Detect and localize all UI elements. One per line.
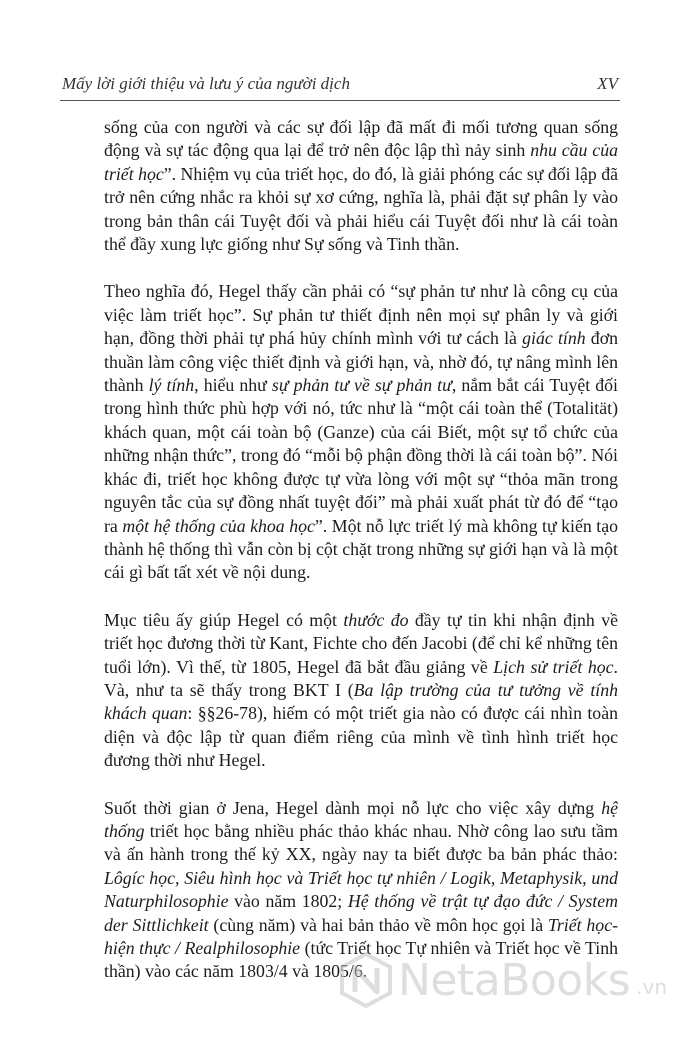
running-header — [62, 74, 618, 94]
italic-text-run: Hệ thống về trật tự đạo đức / System der Sittlichkeit — [104, 891, 618, 935]
watermark — [340, 952, 667, 1008]
italic-text-run: Ba lập trường của tư tưởng về tính khách quan — [104, 679, 618, 724]
italic-text-run: Lịch sử triết học — [493, 656, 614, 677]
italic-text-run: nhu cầu của triết học — [104, 140, 618, 184]
text-run: đơn thuần làm công việc thiết định và giới hạn, và, nhờ đó, tự nâng mình lên thành — [104, 328, 618, 396]
text-run: , hiểu như — [194, 375, 272, 396]
text-run: : §§26-78), hiếm có một triết gia nào có được cái nhìn toàn diện và độc lập từ quan điểm riêng của mình về tình hình triết học đương thời như Hegel. — [104, 703, 618, 771]
body-text — [104, 116, 618, 984]
italic-text-run: giác tính — [522, 328, 586, 349]
text-run: đầy tự tin khi nhận định về triết học đương thời từ Kant, Fichte cho đến Jacobi (để chỉ kể những tên tuổi lớn). Vì thế, từ 1805, Hegel đã bắt đầu giảng về — [104, 609, 619, 677]
text-run: , nắm bắt cái Tuyệt đối trong hình thức phù hợp với nó, tức như là “một cái toàn thể (Totalität) khách quan, một cái toàn bộ (Ganze) của cái Biết, một sự tổ chức của những nhận thức”, trong đó “mỗi bộ phận đồng thời là cái toàn bộ”. Nói khác đi, triết học không được tự vừa lòng với một sự “thỏa mãn trong nguyên tắc của sự đồng nhất tuyệt đối” mà phải xuất phát từ đó để “tạo ra — [104, 375, 618, 536]
watermark-suffix: .vn — [636, 975, 668, 999]
italic-text-run: sự phản tư về sự phản tư — [271, 375, 452, 396]
text-run: sống của con người và các sự đối lập đã mất đi mối tương quan sống động và sự tác động qua lại để trở nên độc lập thì nảy sinh — [104, 117, 618, 161]
text-run: triết học bằng nhiều phác thảo khác nhau. Nhờ công lao sưu tầm và ấn hành trong thế kỷ XX, ngày nay ta biết được ba bản phác thảo: — [104, 820, 618, 865]
netabooks-logo-icon — [340, 952, 392, 1008]
page-number: XV — [597, 74, 618, 93]
italic-text-run: một hệ thống của khoa học — [122, 515, 315, 536]
italic-text-run: hệ thống — [104, 797, 618, 841]
text-run: (tức Triết học Tự nhiên và Triết học về Tinh thần) vào các năm 1803/4 và 1805/6. — [104, 938, 619, 982]
text-run: ”. Một nỗ lực triết lý mà không tự kiến tạo thành hệ thống thì vẫn còn bị cột chặt trong những sự giới hạn và là một cái gì bất tất xét về nội dung. — [104, 515, 618, 583]
italic-text-run: lý tính — [148, 375, 195, 396]
header-rule — [60, 100, 620, 101]
paragraph — [104, 280, 618, 584]
text-run: Theo nghĩa đó, Hegel thấy cần phải có “sự phản tư như là công cụ của việc làm triết học”. Sự phản tư thiết định nên mọi sự phân ly và giới hạn, đồng thời phải tự phá hủy chính mình với tư cách là — [104, 281, 618, 349]
paragraph — [104, 116, 618, 256]
text-run: Suốt thời gian ở Jena, Hegel dành mọi nỗ lực cho việc xây dựng — [104, 797, 602, 818]
text-run: Mục tiêu ấy giúp Hegel có một — [104, 609, 344, 630]
italic-text-run: Lôgíc học, Siêu hình học và Triết học tự nhiên / Logik, Metaphysik, und Naturphilosophie — [104, 867, 618, 912]
running-header-title: Mấy lời giới thiệu và lưu ý của người dịch — [62, 74, 350, 93]
text-run: . Và, như ta sẽ thấy trong BKT I ( — [104, 656, 618, 700]
paragraph — [104, 609, 618, 773]
text-run: ”. Nhiệm vụ của triết học, do đó, là giải phóng các sự đối lập đã trở nên cứng nhắc ra khỏi sự xơ cứng, nghĩa là, phải đặt sự phân ly vào trong bản thân cái Tuyệt đối và phải hiểu cái Tuyệt đối như là cái toàn thể đầy xung lực giống như Sự sống và Tinh thần. — [104, 163, 618, 255]
text-run: (cùng năm) và hai bản thảo về môn học gọi là — [208, 914, 548, 935]
italic-text-run: Triết học-hiện thực / Realphilosophie — [104, 914, 619, 958]
text-run: vào năm 1802; — [228, 891, 348, 912]
watermark-brand: NetaBooks — [398, 954, 631, 1006]
italic-text-run: thước đo — [343, 609, 409, 630]
